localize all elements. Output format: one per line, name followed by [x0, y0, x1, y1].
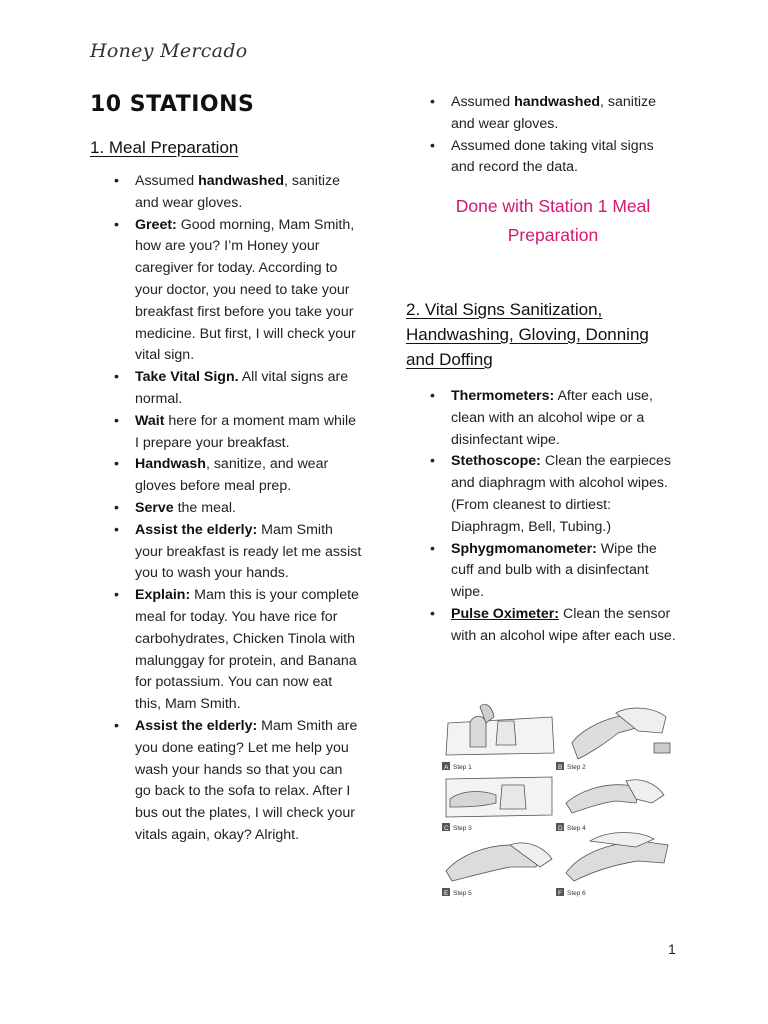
section-2-list [406, 386, 681, 648]
list-item: • Explain: Mam this is your complete meal for today. You have rice for carbohydrates, Chicken Tinola with malunggay for protein, and Banana for potassium. You can now eat this, Mam Smith. [114, 587, 359, 713]
step-letter: C [444, 825, 449, 832]
step-f-label [556, 888, 586, 897]
author-name: Honey Mercado [90, 40, 248, 62]
step-c-label [442, 823, 472, 832]
list-item: • Serve the meal. [114, 499, 236, 516]
section-1-title: 1. Meal Preparation [90, 138, 239, 157]
station-done-note: Done with Station 1 Meal Preparation [455, 196, 651, 245]
list-item: • Pulse Oximeter: Clean the sensor with an alcohol wipe after each use. [430, 605, 676, 644]
step-letter: D [558, 825, 563, 832]
section-1-list [90, 171, 362, 847]
step-e-label [442, 888, 472, 897]
section-2-title: 2. Vital Signs Sanitization, Handwashing, Gloving, Donning and Doffing [406, 300, 649, 369]
step-label: Step 3 [453, 825, 472, 832]
list-item: • Handwash, sanitize, and wear gloves before meal prep. [114, 456, 329, 495]
step-c-illustration [446, 777, 552, 817]
list-item: • Thermometers: After each use, clean with an alcohol wipe or a disinfectant wipe. [430, 388, 653, 448]
step-letter: E [444, 890, 449, 897]
list-item: • Assumed handwashed, sanitize and wear gloves. [430, 94, 657, 132]
step-label: Step 5 [453, 890, 472, 897]
step-label: Step 4 [567, 825, 586, 832]
step-letter: F [558, 890, 562, 897]
step-a-label [442, 762, 472, 771]
step-label: Step 6 [567, 890, 586, 897]
list-item: • Assumed handwashed, sanitize and wear gloves. [114, 173, 341, 211]
section-1-heading [90, 135, 238, 160]
gloving-steps-figure [440, 703, 676, 899]
document-title: 10 STATIONS [90, 92, 255, 117]
list-item: • Sphygmomanometer: Wipe the cuff and bulb with a disinfectant wipe. [430, 540, 657, 601]
list-item: • Assumed done taking vital signs and record the data. [430, 137, 654, 176]
list-item: • Stethoscope: Clean the earpieces and diaphragm with alcohol wipes. (From cleanest to dirtiest: Diaphragm, Bell, Tubing.) [430, 453, 672, 535]
step-label: Step 1 [453, 764, 472, 771]
step-letter: B [558, 764, 563, 771]
list-item: • Assist the elderly: Mam Smith are you done eating? Let me help you wash your hands so that you can go back to the sofa to relax. After I bus out the plates, I will check your vitals again, okay? Alright. [114, 717, 358, 843]
section-2-heading [406, 297, 676, 372]
list-item: • Assist the elderly: Mam Smith your breakfast is ready let me assist you to wash your hands. [114, 521, 362, 582]
list-item: • Wait here for a moment mam while I prepare your breakfast. [114, 412, 357, 451]
step-d-label [556, 823, 586, 832]
step-label: Step 2 [567, 764, 586, 771]
step-letter: A [444, 764, 449, 771]
section-1-continued-list [406, 92, 678, 179]
list-item: • Greet: Good morning, Mam Smith, how are you? I’m Honey your caregiver for today. According to your doctor, you need to take your breakfast first before you take your medicine. But first, I will check your vital sign. [114, 216, 356, 364]
page-number: 1 [668, 941, 676, 957]
list-item: • Take Vital Sign. All vital signs are normal. [114, 369, 349, 407]
step-b-label [556, 762, 586, 771]
gloving-illustration [440, 703, 676, 899]
